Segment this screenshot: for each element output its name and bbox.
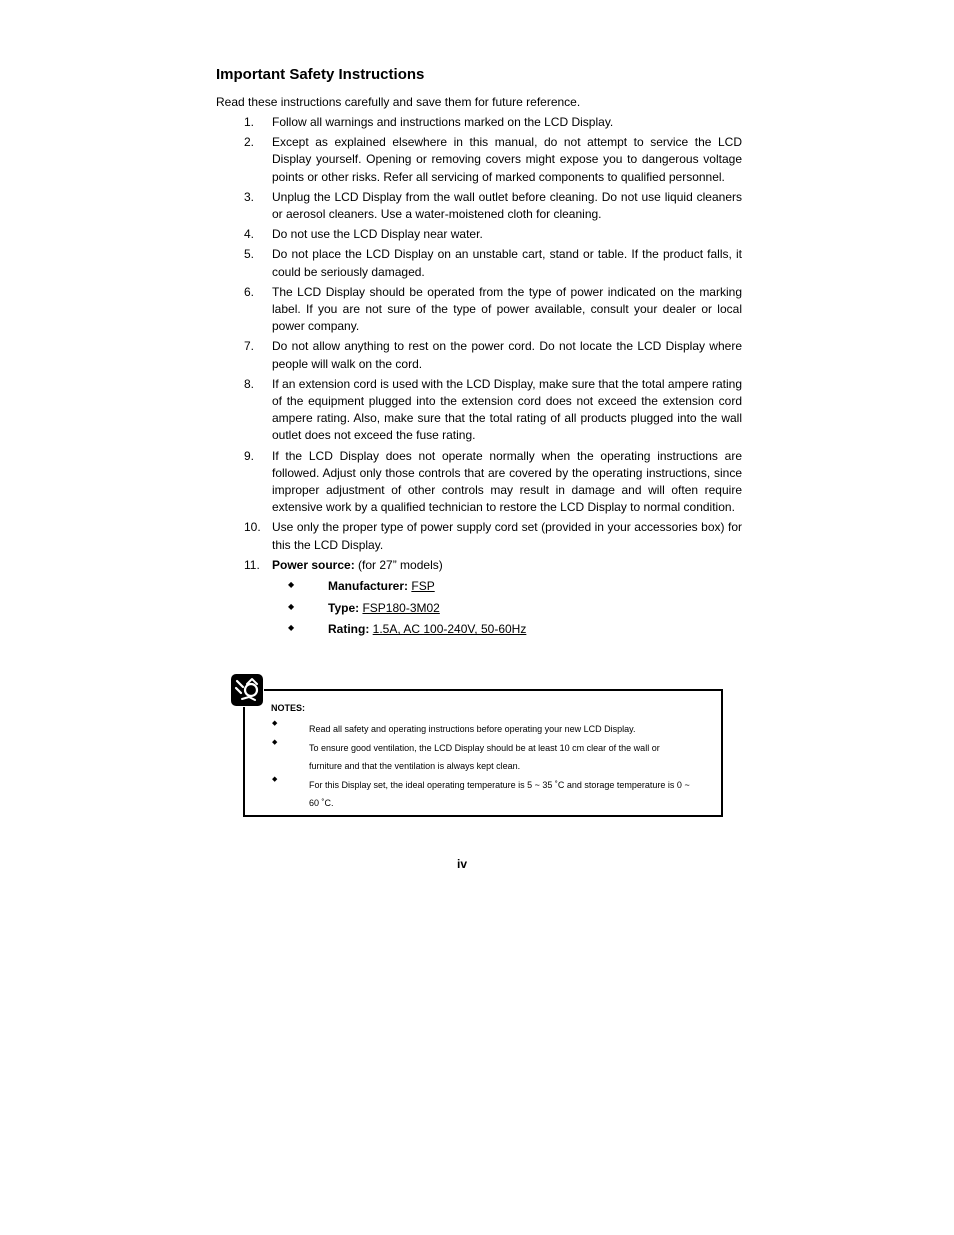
item-number: 9. (244, 448, 255, 463)
notes-list (271, 720, 691, 813)
diamond-bullet-icon: ◆ (288, 623, 295, 633)
item-number: 8. (244, 376, 255, 391)
spec-value: FSP180-3M02 (362, 600, 440, 615)
spec-value: 1.5A, AC 100-240V, 50-60Hz (372, 622, 527, 637)
power-spec-list (272, 578, 742, 638)
item-text: Follow all warnings and instructions marked on the LCD Display. (272, 115, 614, 129)
spec-value: FSP (411, 579, 435, 594)
page-number: iv (457, 857, 468, 871)
page-title: Important Safety Instructions (216, 66, 425, 83)
item-text: Do not use the LCD Display near water. (272, 227, 483, 242)
list-item (216, 114, 742, 131)
item-number: 10. (244, 520, 261, 535)
item-text: Do not place the LCD Display on an unstable cart, stand or table. If the product falls, it could be seriously damaged. (272, 247, 742, 279)
item-number: 7. (244, 339, 255, 354)
item-number: 1. (244, 115, 255, 129)
power-source-text (272, 557, 742, 574)
intro-text: Read these instructions carefully and save them for future reference. (216, 95, 581, 109)
item-text: Unplug the LCD Display from the wall outlet before cleaning. Do not use liquid cleaners or aerosol cleaners. Use a water-moistened cloth for cleaning. (272, 189, 742, 222)
notes-box (243, 689, 723, 817)
list-item (216, 338, 742, 372)
diamond-bullet-icon: ◆ (272, 720, 278, 727)
item-number: 6. (244, 284, 255, 299)
note-text: Read all safety and operating instructions before operating your new LCD Display. (309, 724, 636, 734)
diamond-bullet-icon: ◆ (288, 601, 295, 611)
spec-label: Manufacturer: (328, 579, 409, 594)
diamond-bullet-icon: ◆ (272, 775, 278, 783)
item-number: 3. (244, 189, 255, 204)
list-item (216, 226, 742, 243)
spec-item-rating (272, 621, 742, 638)
list-item (216, 519, 742, 553)
item-number: 5. (244, 247, 255, 262)
item-text: Except as explained elsewhere in this manual, do not attempt to service the LCD Display yourself. Opening or removing covers might expose you to dangerous voltage points or other risks. Refer all servicing of marked components to qualified personnel. (272, 135, 742, 184)
list-item (216, 246, 742, 280)
item-text: If an extension cord is used with the LCD Display, make sure that the total ampere rating of the equipment plugged into the extension cord does not exceed the extension cord ampere rating. Also, make sure that the total rating of all products plugged into the wall outlet does not exceed the fuse rating. (272, 376, 742, 443)
power-source-suffix: (for 27” models) (354, 557, 443, 572)
note-item (271, 776, 691, 813)
spec-label: Rating: (328, 622, 370, 637)
diamond-bullet-icon: ◆ (288, 580, 295, 590)
note-item (271, 720, 691, 739)
list-item (216, 376, 742, 445)
diamond-bullet-icon: ◆ (272, 738, 278, 746)
list-item (216, 189, 742, 223)
notes-hand-icon (230, 673, 264, 707)
note-text: To ensure good ventilation, the LCD Display should be at least 10 cm clear of the wall or furniture and that the ventilation is always kept clean. (309, 742, 660, 771)
power-source-label: Power source: (272, 557, 355, 572)
list-item (216, 448, 742, 517)
list-item (216, 284, 742, 336)
notes-title: NOTES: (271, 703, 306, 713)
item-number: 4. (244, 227, 255, 242)
note-item (271, 739, 691, 776)
spec-item-type (272, 600, 742, 617)
spec-label: Type: (328, 600, 360, 615)
item-number: 11. (244, 557, 260, 572)
power-source-item (216, 557, 742, 638)
list-item (216, 134, 742, 186)
note-text: For this Display set, the ideal operating temperature is 5 ~ 35 ˚C and storage temperature is 0 ~ 60 ˚C. (309, 779, 690, 808)
item-text: The LCD Display should be operated from the type of power indicated on the marking label. If you are not sure of the type of power available, consult your dealer or local power company. (272, 284, 742, 334)
safety-instructions-list (216, 114, 742, 643)
item-text: If the LCD Display does not operate normally when the operating instructions are followed. Adjust only those controls that are covered by the operating instructions, since improper adjustment of other controls may result in damage and will often require extensive work by a qualified technician to restore the LCD Display to normal condition. (272, 448, 742, 515)
item-number: 2. (244, 135, 255, 150)
spec-item-manufacturer (272, 578, 742, 595)
item-text: Do not allow anything to rest on the power cord. Do not locate the LCD Display where people will walk on the cord. (272, 339, 742, 371)
item-text: Use only the proper type of power supply cord set (provided in your accessories box) for this the LCD Display. (272, 520, 742, 552)
